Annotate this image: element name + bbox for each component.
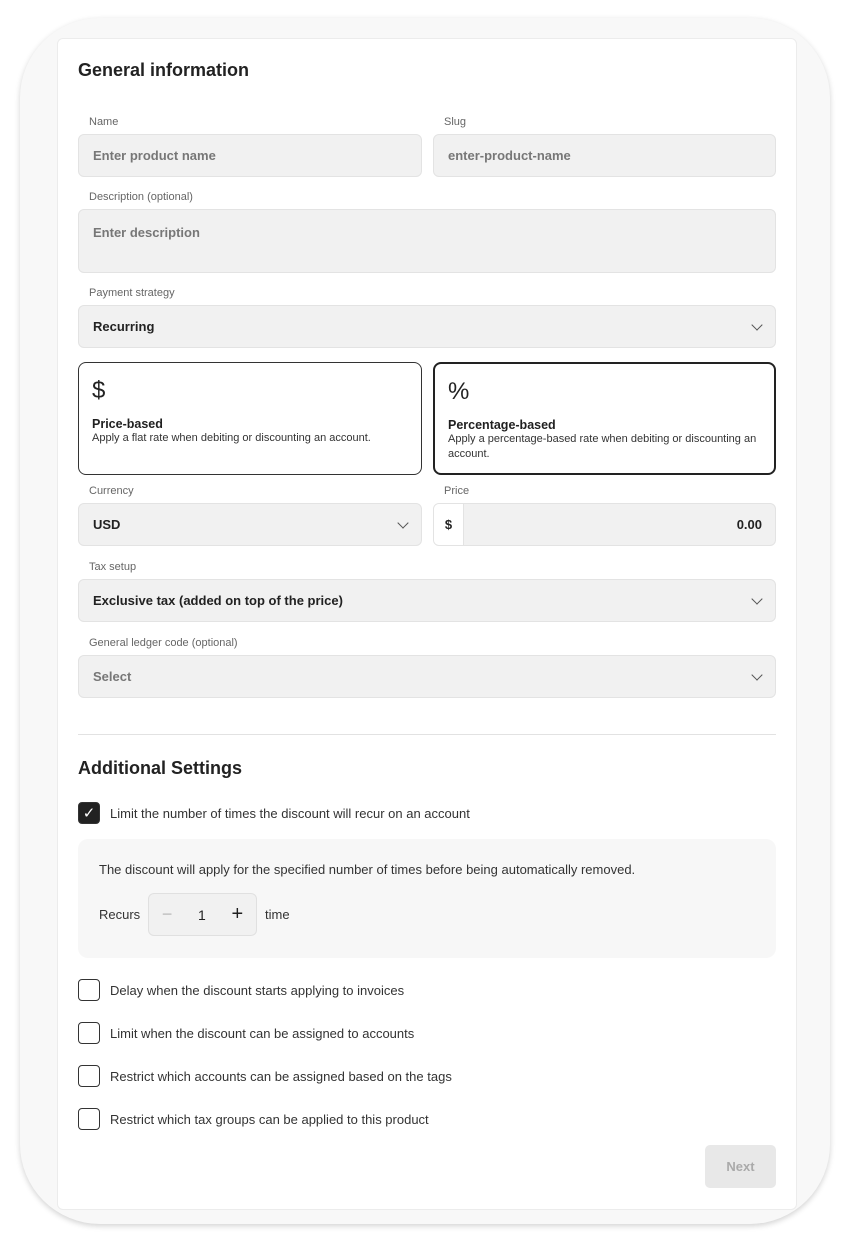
recur-info: The discount will apply for the specified number of times before being automatically removed. [99,862,636,877]
tax-setup-label: Tax setup [89,561,137,573]
next-button[interactable]: Next [705,1145,776,1188]
checkbox-box [78,1065,100,1087]
percent-icon: % [448,378,470,405]
checkbox-label: Delay when the discount starts applying to invoices [110,982,405,998]
description-input[interactable]: Enter description [78,209,776,273]
slug-input[interactable]: enter-product-name [433,134,776,177]
option-price-based[interactable] [78,362,422,475]
tax-setup-select[interactable] [78,579,776,622]
checkbox-box [78,1022,100,1044]
plus-icon[interactable]: + [231,903,244,925]
currency-select[interactable] [78,503,422,546]
limit-assign-checkbox[interactable] [78,1022,414,1044]
price-value: 0.00 [736,517,762,532]
checkbox-label: Limit when the discount can be assigned to accounts [110,1025,415,1041]
slug-label: Slug [444,116,467,128]
restrict-tax-checkbox[interactable] [78,1108,429,1130]
checkbox-label: Restrict which accounts can be assigned based on the tags [110,1068,452,1084]
currency-label: Currency [89,485,134,497]
time-label: time [265,907,290,922]
option-desc: Apply a flat rate when debiting or discounting an account. [92,432,371,444]
checkbox-label: Restrict which tax groups can be applied to this product [110,1111,429,1127]
tax-setup-value: Exclusive tax (added on top of the price) [93,593,343,608]
name-input[interactable]: Enter product name [78,134,422,177]
recurs-stepper[interactable] [148,893,257,936]
option-desc: Apply a percentage-based rate when debiting or discounting an account. [448,433,757,460]
checkbox-box [78,1108,100,1130]
section-title-additional: Additional Settings [78,758,242,778]
limit-recur-checkbox[interactable] [78,802,470,824]
description-label: Description (optional) [89,191,193,203]
price-label: Price [444,485,470,497]
chevron-down-icon [397,517,408,528]
checkbox-box [78,979,100,1001]
payment-strategy-select[interactable] [78,305,776,348]
checkbox-label: Limit the number of times the discount will recur on an account [110,805,470,821]
recurs-value[interactable]: 1 [198,906,206,923]
ledger-code-select[interactable] [78,655,776,698]
chevron-down-icon [751,669,762,680]
payment-strategy-label: Payment strategy [89,287,175,299]
option-percentage-based[interactable] [433,362,776,475]
delay-checkbox[interactable] [78,979,404,1001]
recur-panel [78,839,776,958]
currency-value: USD [93,517,121,532]
payment-strategy-value: Recurring [93,319,155,334]
price-input[interactable] [433,503,776,546]
section-title-general: General information [78,60,250,80]
minus-icon[interactable]: − [161,904,173,924]
option-title: Percentage-based [448,418,556,432]
ledger-code-label: General ledger code (optional) [89,637,238,649]
name-label: Name [89,116,119,128]
divider [78,734,776,735]
checkmark-icon: ✓ [78,802,100,824]
restrict-tags-checkbox[interactable] [78,1065,452,1087]
recurs-label: Recurs [99,907,141,922]
dollar-icon: $ [92,377,106,404]
ledger-code-value: Select [93,669,132,684]
option-title: Price-based [92,417,163,431]
price-prefix: $ [434,504,464,545]
chevron-down-icon [751,319,762,330]
chevron-down-icon [751,593,762,604]
